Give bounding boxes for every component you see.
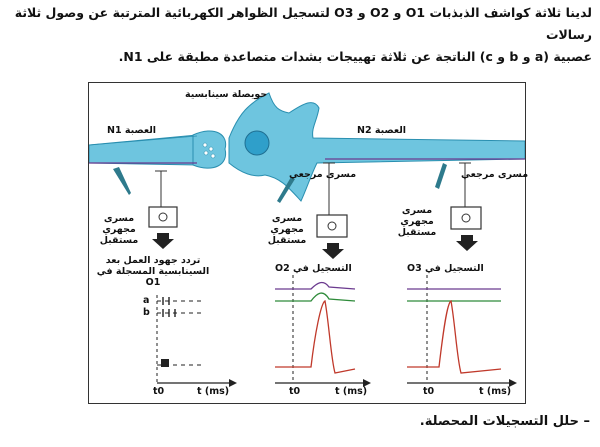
arrow-o2 xyxy=(322,243,344,259)
vesicle xyxy=(203,143,207,147)
recording-electrode-label-o3: مسرى مجهري مستقبل xyxy=(397,205,437,238)
vesicle xyxy=(204,151,208,155)
recording-electrode-label-o2: مسرى مجهري مستقبل xyxy=(267,213,307,246)
neuron-n2-label: العصبة N2 xyxy=(357,125,407,136)
o2-trace-a xyxy=(275,283,355,289)
intro-text xyxy=(4,2,592,68)
o2-trace-c xyxy=(275,301,355,373)
caption-o2: التسجيل في O2 xyxy=(275,263,352,274)
trace-b-label: b xyxy=(143,307,150,318)
ref-electrode-label-o2: مسرى مرجعي xyxy=(289,169,357,180)
experiment-figure xyxy=(88,82,529,404)
ref-electrode-label-o3: مسرى مرجعي xyxy=(461,169,529,180)
electrode-o3 xyxy=(435,163,447,189)
nucleus xyxy=(245,131,269,155)
vesicle xyxy=(211,154,215,158)
o3-trace-c xyxy=(407,301,501,373)
o1-trace-c xyxy=(161,359,169,367)
intro-line-1: لدينا ثلاثة كواشف الذبذبات O1 و O2 و O3 لتسجيل الظواهر الكهربائية المترتبة عن وصول ثلاثة رسالات xyxy=(14,5,592,42)
time-axis-label-o3: t (ms) xyxy=(479,386,512,397)
t0-label-o2: t0 xyxy=(289,386,301,397)
trace-a-label: a xyxy=(143,295,150,306)
t0-label-o1: t0 xyxy=(153,386,165,397)
time-axis-label-o2: t (ms) xyxy=(335,386,368,397)
arrow-o3 xyxy=(456,235,478,251)
neuron-n2-cell-body xyxy=(229,93,525,201)
caption-o1: تردد جهود العمل بعد السينابسية المسجلة في O1 xyxy=(96,255,210,288)
neuron-n1-axon xyxy=(89,135,207,165)
arrow-o1 xyxy=(152,233,174,249)
intro-line-2: عصبية (a و b و c) الناتجة عن ثلاثة تهييجات بشدات متصاعدة مطبقة على N1. xyxy=(118,49,592,64)
vesicle-label: حويصلة سينابسية xyxy=(185,89,268,100)
o2-trace-b xyxy=(275,293,355,301)
vesicle xyxy=(209,147,213,151)
neuron-n1-label: العصبة N1 xyxy=(107,125,157,136)
t0-label-o3: t0 xyxy=(423,386,435,397)
electrode-o1 xyxy=(113,167,131,195)
recording-electrode-label-o1: مسرى مجهري مستقبل xyxy=(99,213,139,246)
time-axis-label-o1: t (ms) xyxy=(197,386,230,397)
question-text: – حلل التسجيلات المحصلة. xyxy=(419,414,590,429)
caption-o3: التسجيل في O3 xyxy=(407,263,484,274)
